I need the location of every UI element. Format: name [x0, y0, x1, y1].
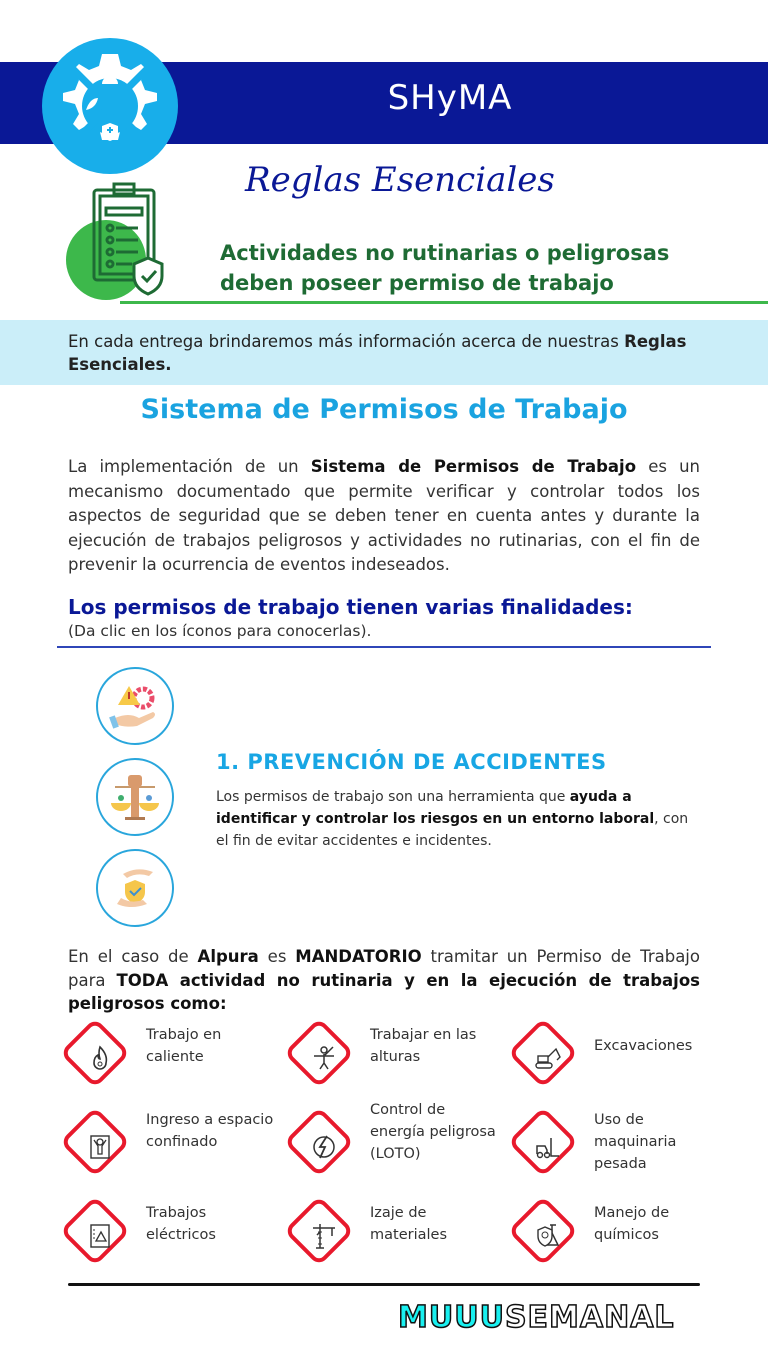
hazard-label: Control de energía peligrosa (LOTO) — [370, 1102, 496, 1162]
footer-logo-part-b: SEMANAL — [504, 1300, 675, 1335]
green-divider — [120, 301, 768, 304]
purpose-text-post: , con el fin de evitar accidentes e incidentes. — [216, 811, 689, 849]
clipboard-checklist-icon — [66, 180, 196, 310]
hazard-label: Trabajos eléctricos — [146, 1205, 216, 1243]
mand-t2: es — [258, 947, 296, 966]
bottom-divider — [68, 1283, 700, 1286]
hazard-item — [286, 1020, 506, 1096]
hazard-item — [510, 1198, 730, 1274]
purposes-hint: (Da clic en los íconos para conocerlas). — [68, 622, 372, 640]
hazard-item — [510, 1020, 730, 1096]
purpose-button-justice[interactable] — [96, 758, 174, 836]
purpose-button-prevention[interactable] — [96, 667, 174, 745]
hazard-label: Excavaciones — [594, 1038, 693, 1054]
mand-company: Alpura — [197, 947, 259, 966]
rule-title-line2: deben poseer permiso de trabajo — [220, 271, 614, 295]
shyma-logo-icon — [40, 36, 180, 176]
info-text-normal: En cada entrega brindaremos más información acerca de nuestras — [68, 332, 625, 351]
purpose-text-bold: ayuda a identificar y controlar los riesgos en un entorno laboral — [216, 789, 655, 827]
mand-t1: En el caso de — [68, 947, 198, 966]
hazard-label: Manejo de químicos — [594, 1205, 670, 1243]
purpose-button-protection[interactable] — [96, 849, 174, 927]
mand-t3: tramitar un Permiso de Trabajo para — [68, 947, 700, 990]
justice-scale-icon — [107, 769, 163, 825]
intro-bold: Sistema de Permisos de Trabajo — [310, 457, 637, 476]
muuu-semanal-logo — [398, 1300, 675, 1335]
electrical-panel-icon — [75, 1211, 125, 1261]
accident-prevention-icon — [107, 678, 163, 734]
hazard-label: Ingreso a espacio confinado — [146, 1112, 274, 1150]
intro-pre: La implementación de un — [68, 457, 311, 476]
brand-title: SHyMA — [387, 78, 513, 118]
flame-icon — [75, 1033, 125, 1083]
hazard-label: Trabajo en caliente — [146, 1027, 222, 1065]
forklift-icon — [523, 1122, 573, 1172]
info-text-bold: Reglas Esenciales. — [68, 332, 687, 374]
rule-title — [220, 238, 760, 298]
confined-space-icon — [75, 1122, 125, 1172]
section-title: Sistema de Permisos de Trabajo — [140, 394, 628, 425]
hazard-item — [62, 1109, 282, 1185]
rules-subtitle: Reglas Esenciales — [245, 160, 555, 200]
blue-divider — [57, 646, 711, 648]
harness-worker-icon — [299, 1033, 349, 1083]
purpose-active-text — [216, 786, 702, 852]
purpose-text-pre: Los permisos de trabajo son una herramienta que — [216, 789, 570, 805]
hazard-label: Trabajar en las alturas — [370, 1027, 477, 1065]
chemical-flask-icon — [523, 1211, 573, 1261]
energy-bolt-icon — [299, 1122, 349, 1172]
crane-icon — [299, 1211, 349, 1261]
hazard-item — [62, 1020, 282, 1096]
mand-b3: TODA actividad no rutinaria y en la ejecución de trabajos peligrosos como: — [68, 970, 700, 1013]
hazard-item — [510, 1109, 730, 1185]
rule-title-line1: Actividades no rutinarias o peligrosas — [220, 241, 670, 265]
purposes-title: Los permisos de trabajo tienen varias finalidades: — [68, 595, 633, 619]
mandatory-paragraph — [68, 945, 700, 1016]
footer-logo-part-a: MUUU — [398, 1300, 505, 1335]
purpose-active-title: 1. PREVENCIÓN DE ACCIDENTES — [216, 750, 607, 774]
hazard-item — [62, 1198, 282, 1274]
mand-mandatory: MANDATORIO — [295, 947, 422, 966]
hazard-label: Uso de maquinaria pesada — [594, 1112, 677, 1172]
info-text — [68, 330, 700, 376]
hazard-item — [286, 1198, 506, 1274]
hazard-label: Izaje de materiales — [370, 1205, 447, 1243]
hazard-item — [286, 1102, 506, 1185]
excavator-icon — [523, 1033, 573, 1083]
intro-post: es un mecanismo documentado que permite verificar y controlar todos los aspectos de seguridad que se deben tener en cuenta antes y durante la ejecución de trabajos peligrosos y actividades no rutinarias, con el fin de prevenir la ocurrencia de eventos indeseados. — [68, 457, 701, 574]
intro-paragraph — [68, 455, 700, 578]
protection-shield-icon — [107, 860, 163, 916]
